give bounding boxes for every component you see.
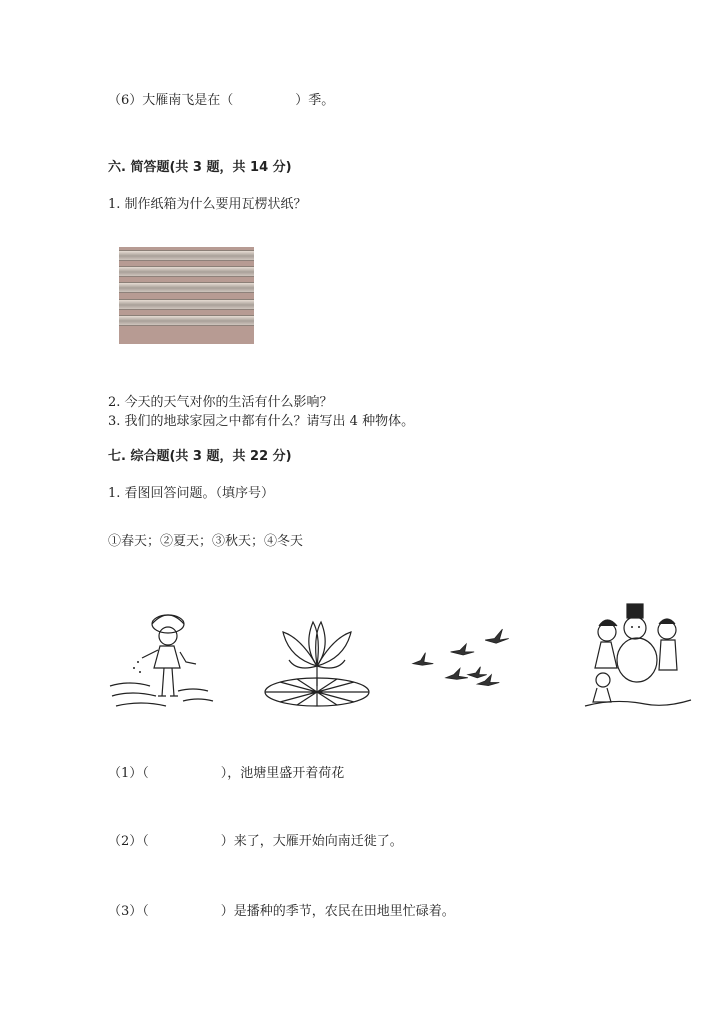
sub-question-1 [108, 762, 344, 781]
flying-geese-drawing [405, 596, 515, 714]
question-6 [108, 89, 334, 108]
sub-question-2-prefix: （2）（ [108, 834, 149, 849]
question-6-suffix: ）季。 [295, 93, 335, 108]
sub-question-2 [108, 830, 403, 849]
sub-question-1-suffix: ），池塘里盛开着荷花 [220, 766, 345, 781]
sub-question-1-prefix: （1）（ [108, 766, 149, 781]
section-6-heading: 六. 简答题(共 3 题，共 14 分) [108, 160, 292, 175]
section-6-question-1: 1. 制作纸箱为什么要用瓦楞状纸？ [108, 197, 307, 212]
section-6-question-3: 3. 我们的地球家园之中都有什么？请写出 4 种物体。 [108, 414, 415, 429]
question-6-prefix: （6）大雁南飞是在（ [108, 93, 234, 108]
lotus-flower-drawing [262, 596, 372, 714]
sub-question-3 [108, 900, 455, 919]
section-7-question-1: 1. 看图回答问题。（填序号） [108, 486, 275, 501]
farmer-sowing-drawing [108, 596, 218, 714]
children-snowman-drawing [583, 596, 693, 714]
sub-question-3-prefix: （3）（ [108, 904, 149, 919]
sub-question-3-suffix: ）是播种的季节，农民在田地里忙碌着。 [220, 904, 455, 919]
section-6-question-2: 2. 今天的天气对你的生活有什么影响？ [108, 395, 333, 410]
section-7-heading: 七. 综合题(共 3 题，共 22 分) [108, 449, 292, 464]
season-options: ①春天；②夏天；③秋天；④冬天 [108, 534, 304, 549]
corrugated-cardboard-photo [119, 247, 254, 344]
sub-question-2-suffix: ）来了，大雁开始向南迁徙了。 [220, 834, 403, 849]
